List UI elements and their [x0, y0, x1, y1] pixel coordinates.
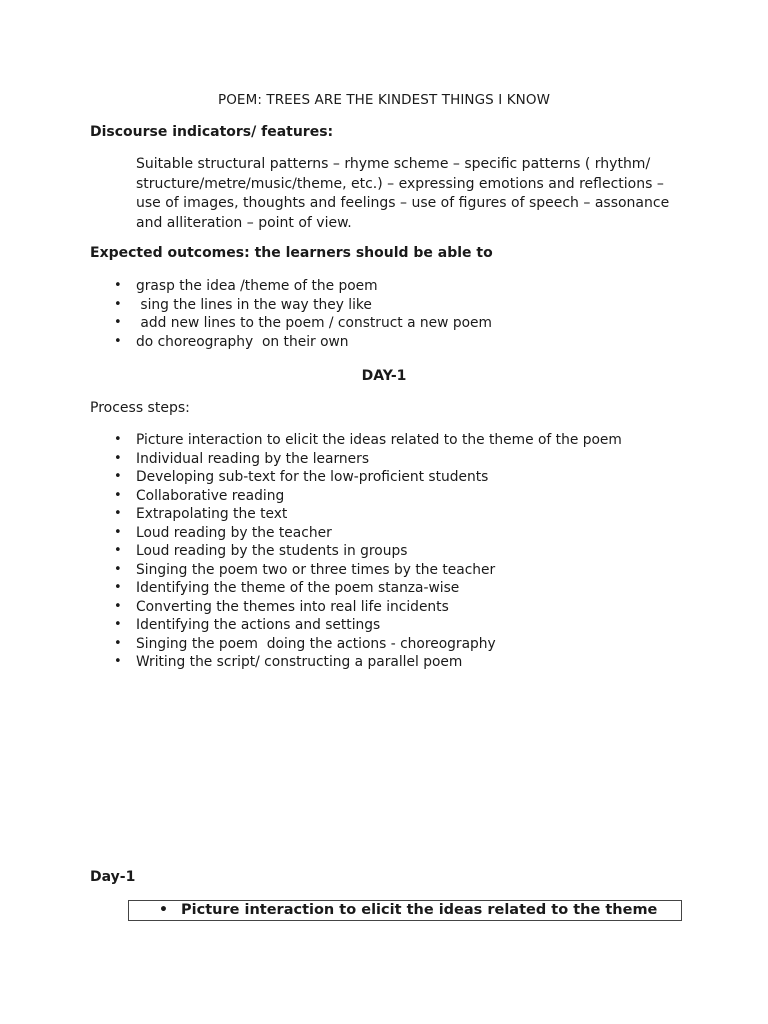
outcomes-list — [114, 277, 492, 351]
list-item: • Singing the poem doing the actions - choreography — [114, 635, 622, 654]
discourse-line: and alliteration – point of view. — [136, 214, 352, 231]
list-item: • Singing the poem two or three times by the teacher — [114, 561, 622, 580]
list-item: • Loud reading by the teacher — [114, 524, 622, 543]
boxed-bullet — [128, 900, 682, 921]
list-item: • do choreography on their own — [114, 333, 492, 352]
list-item: • Identifying the theme of the poem stanza-wise — [114, 579, 622, 598]
list-item: • add new lines to the poem / construct a new poem — [114, 314, 492, 333]
list-item: • Extrapolating the text — [114, 505, 622, 524]
list-item: • Writing the script/ constructing a parallel poem — [114, 653, 622, 672]
list-item: • Identifying the actions and settings — [114, 616, 622, 635]
list-item: • grasp the idea /theme of the poem — [114, 277, 492, 296]
process-list — [114, 431, 622, 672]
list-item: • Picture interaction to elicit the ideas related to the theme of the poem — [114, 431, 622, 450]
outcomes-heading: Expected outcomes: the learners should be able to — [90, 245, 493, 261]
discourse-heading: Discourse indicators/ features: — [90, 124, 334, 140]
day-heading: DAY-1 — [361, 368, 407, 384]
poem-title: POEM: TREES ARE THE KINDEST THINGS I KNOW — [217, 92, 551, 108]
list-item: • Collaborative reading — [114, 487, 622, 506]
list-item: • sing the lines in the way they like — [114, 296, 492, 315]
list-item: • Developing sub-text for the low-proficient students — [114, 468, 622, 487]
list-item: • Converting the themes into real life incidents — [114, 598, 622, 617]
process-heading: Process steps: — [90, 400, 190, 416]
discourse-paragraph — [136, 155, 696, 233]
bullet-icon: • — [159, 902, 168, 918]
day1-label: Day-1 — [90, 869, 136, 885]
discourse-line: Suitable structural patterns – rhyme scheme – specific patterns ( rhythm/ — [136, 156, 651, 172]
list-item: • Loud reading by the students in groups — [114, 542, 622, 561]
discourse-line: use of images, thoughts and feelings – use of figures of speech – assonance — [136, 195, 670, 211]
boxed-bullet-text: Picture interaction to elicit the ideas related to the theme — [181, 902, 658, 918]
discourse-line: structure/metre/music/theme, etc.) – expressing emotions and reflections – — [136, 175, 664, 192]
list-item: • Individual reading by the learners — [114, 450, 622, 469]
